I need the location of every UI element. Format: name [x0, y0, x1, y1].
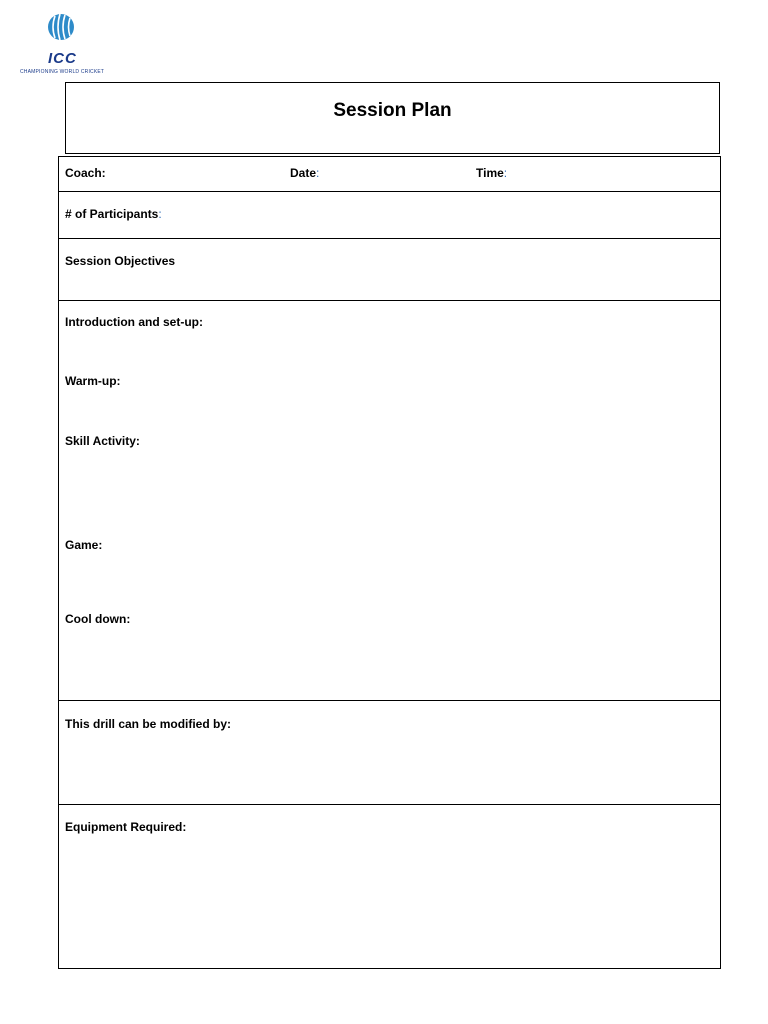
date-label: Date	[290, 166, 317, 180]
date-colon: :	[316, 166, 320, 180]
date-field[interactable]	[290, 166, 319, 180]
equipment-label: Equipment Required:	[65, 820, 187, 834]
participants-field	[65, 207, 162, 221]
warmup-label: Warm-up:	[65, 374, 121, 388]
skill-activity-label: Skill Activity:	[65, 434, 140, 448]
logo-wordmark: ICC	[48, 50, 77, 67]
session-plan-table	[58, 156, 721, 969]
title-box	[65, 82, 720, 154]
activities-row[interactable]	[59, 301, 720, 701]
equipment-row[interactable]	[59, 805, 720, 968]
participants-colon: :	[158, 207, 162, 221]
time-field[interactable]	[476, 166, 507, 180]
modified-label: This drill can be modified by:	[65, 717, 232, 731]
cricket-ball-icon	[46, 12, 76, 42]
objectives-label: Session Objectives	[65, 254, 176, 268]
cooldown-label: Cool down:	[65, 612, 131, 626]
participants-label: # of Participants	[65, 207, 159, 221]
header-row	[59, 157, 720, 192]
participants-row[interactable]	[59, 192, 720, 239]
coach-label: Coach:	[65, 166, 106, 180]
time-label: Time	[476, 166, 504, 180]
time-colon: :	[503, 166, 508, 180]
page-title: Session Plan	[333, 100, 452, 121]
modified-row[interactable]	[59, 701, 720, 805]
icc-logo	[18, 10, 105, 75]
intro-label: Introduction and set-up:	[65, 315, 203, 329]
game-label: Game:	[65, 538, 103, 552]
objectives-row[interactable]	[59, 239, 720, 301]
logo-tagline: CHAMPIONING WORLD CRICKET	[20, 69, 105, 75]
